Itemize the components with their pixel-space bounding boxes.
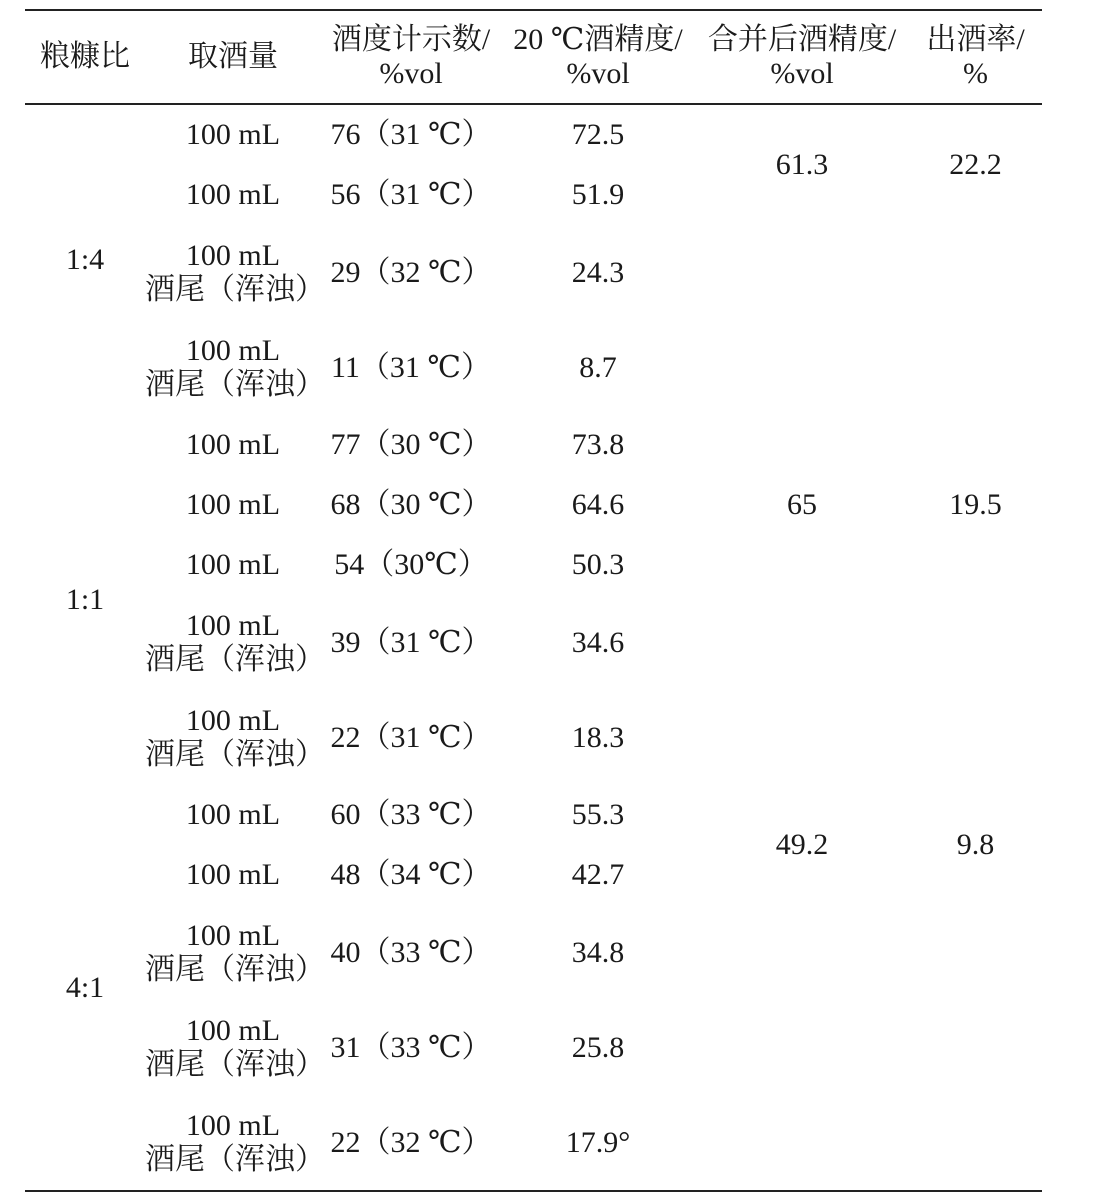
volume-cell: 100 mL 酒尾（浑浊）: [145, 703, 325, 771]
reading-cell: 48（34 ℃）: [330, 858, 492, 891]
volume-cell: 100 mL: [185, 548, 281, 581]
volume-cell: 100 mL 酒尾（浑浊）: [145, 333, 325, 401]
volume-cell: 100 mL 酒尾（浑浊）: [145, 918, 325, 986]
abv20-cell: 24.3: [571, 255, 625, 289]
reading-cell: 60（33 ℃）: [330, 798, 492, 831]
reading-cell: 22（31 ℃）: [330, 720, 492, 754]
table-row: [25, 905, 1042, 1000]
volume-cell: 100 mL 酒尾（浑浊）: [145, 1108, 325, 1176]
abv20-cell: 25.8: [571, 1030, 625, 1064]
ratio-cell: 1:1: [65, 583, 105, 616]
table-row: [25, 415, 1042, 475]
volume-cell: 100 mL: [185, 798, 281, 831]
header-combined-abv: 合并后酒精度/ %vol: [707, 23, 897, 90]
abv20-cell: 50.3: [571, 548, 625, 581]
reading-cell: 11（31 ℃）: [331, 350, 491, 384]
reading-cell: 68（30 ℃）: [330, 488, 492, 521]
header-abv-20c: 20 ℃酒精度/ %vol: [513, 23, 683, 90]
volume-cell: 100 mL: [185, 858, 281, 891]
abv20-cell: 51.9: [571, 178, 625, 211]
data-table-container: [25, 9, 1042, 1192]
combined-abv-cell: 65: [787, 488, 817, 521]
ratio-cell: 1:4: [65, 243, 105, 276]
header-yield: 出酒率/ %: [926, 23, 1025, 90]
abv20-cell: 73.8: [571, 428, 625, 461]
header-volume: 取酒量: [188, 40, 278, 73]
yield-cell: 22.2: [949, 148, 1002, 181]
ratio-cell: 4:1: [65, 970, 105, 1004]
header-ratio: 粮糠比: [40, 40, 130, 73]
table-body: [25, 104, 1042, 1191]
volume-cell: 100 mL 酒尾（浑浊）: [145, 238, 325, 306]
combined-abv-cell: 61.3: [775, 148, 829, 181]
reading-cell: 56（31 ℃）: [330, 178, 492, 211]
reading-cell: 40（33 ℃）: [330, 935, 492, 969]
header-meter-reading: 酒度计示数/ %vol: [331, 23, 491, 90]
empty-cell: [695, 225, 909, 415]
reading-cell: 39（31 ℃）: [330, 625, 492, 659]
empty-cell: [695, 595, 909, 785]
empty-cell: [909, 905, 1042, 1191]
reading-cell: 22（32 ℃）: [330, 1125, 492, 1159]
volume-cell: 100 mL: [185, 178, 281, 211]
abv20-cell: 42.7: [571, 858, 625, 891]
table-row: [25, 225, 1042, 320]
reading-cell: 77（30 ℃）: [330, 428, 492, 461]
volume-cell: 100 mL: [185, 118, 281, 151]
reading-cell: 31（33 ℃）: [330, 1030, 492, 1064]
reading-cell: 29（32 ℃）: [330, 255, 492, 289]
table-row: [25, 595, 1042, 690]
volume-cell: 100 mL 酒尾（浑浊）: [145, 1013, 325, 1081]
volume-cell: 100 mL: [185, 428, 281, 461]
combined-abv-cell: 49.2: [775, 828, 829, 861]
abv20-cell: 34.8: [571, 935, 625, 969]
abv20-cell: 17.9°: [565, 1125, 631, 1159]
abv20-cell: 72.5: [571, 118, 625, 151]
reading-cell: 54（30℃）: [334, 548, 488, 581]
table-row: [25, 785, 1042, 845]
abv20-cell: 34.6: [571, 625, 625, 659]
reading-cell: 76（31 ℃）: [330, 118, 492, 151]
abv20-cell: 64.6: [571, 488, 625, 521]
volume-cell: 100 mL: [185, 488, 281, 521]
abv20-cell: 18.3: [571, 720, 625, 754]
distillation-table: [25, 9, 1042, 1192]
abv20-cell: 55.3: [571, 798, 625, 831]
empty-cell: [909, 225, 1042, 415]
abv20-cell: 8.7: [579, 350, 617, 384]
header-row: [25, 10, 1042, 104]
yield-cell: 19.5: [949, 488, 1002, 521]
empty-cell: [909, 595, 1042, 785]
yield-cell: 9.8: [956, 828, 995, 861]
volume-cell: 100 mL 酒尾（浑浊）: [145, 608, 325, 676]
empty-cell: [695, 905, 909, 1191]
table-row: [25, 104, 1042, 165]
